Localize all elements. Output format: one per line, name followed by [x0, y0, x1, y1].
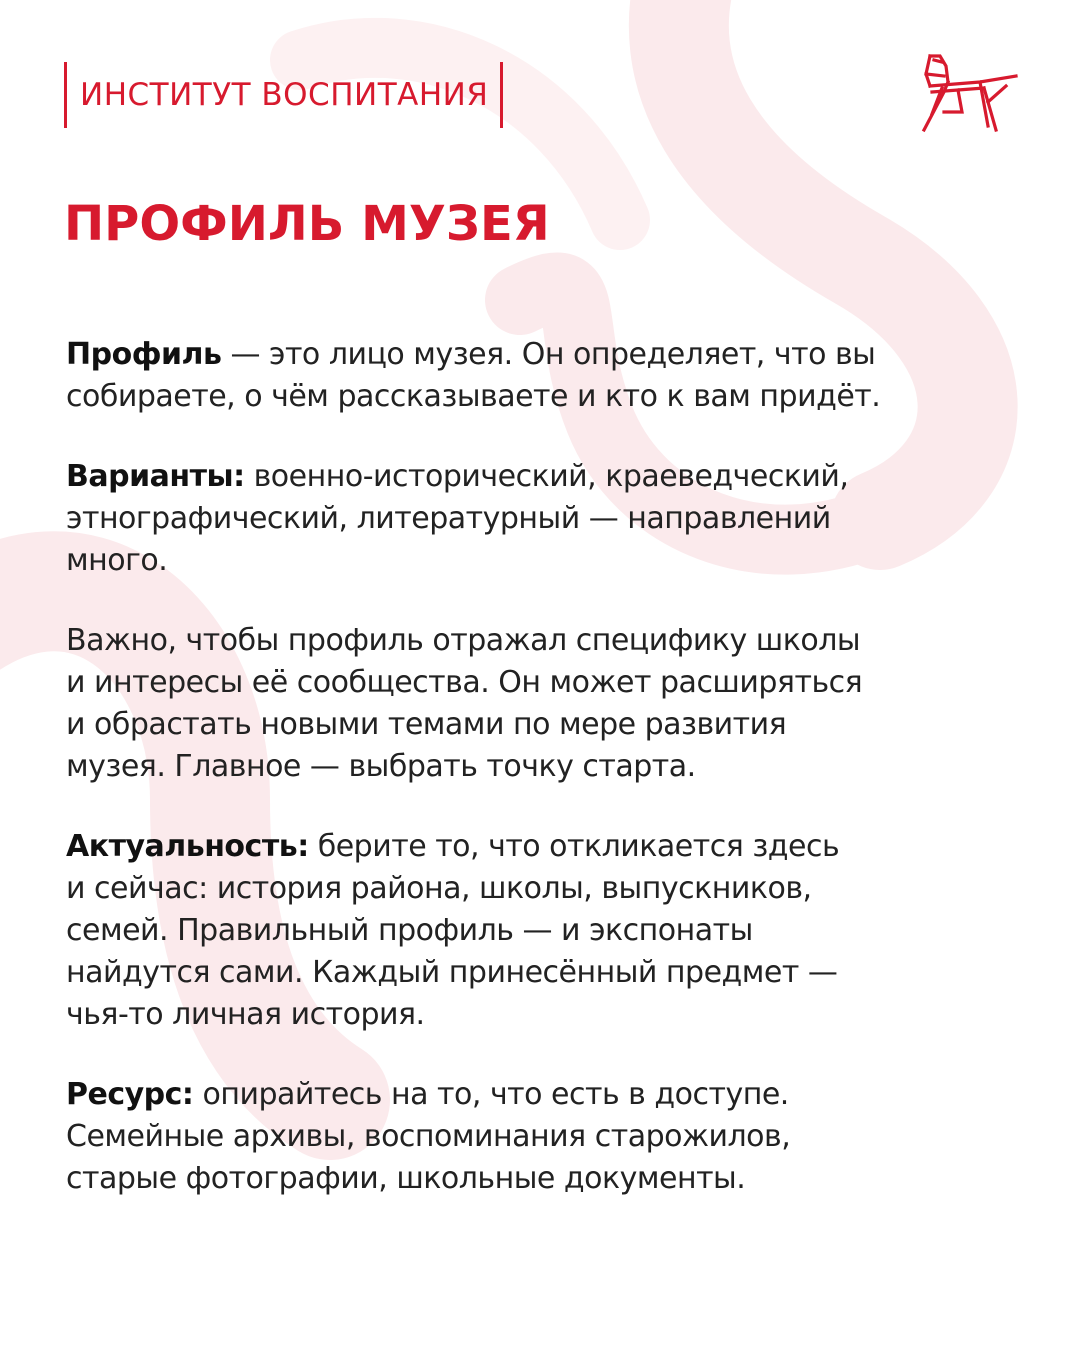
paragraph-variants — [66, 456, 1016, 582]
paragraph-first-line — [66, 826, 1016, 868]
paragraph-line: Важно, чтобы профиль отражал специфику школы — [66, 623, 861, 658]
paragraph-line: старые фотографии, школьные документы. — [66, 1161, 746, 1196]
paragraph-text: опирайтесь на то, что есть в доступе. — [193, 1077, 789, 1112]
paragraph-line: музея. Главное — выбрать точку старта. — [66, 749, 696, 784]
paragraph-line: Семейные архивы, воспоминания старожилов, — [66, 1119, 791, 1154]
paragraph-resource — [66, 1074, 1016, 1200]
paragraph-line: найдутся сами. Каждый принесённый предмет — — [66, 955, 838, 990]
paragraph-first-line — [66, 456, 1016, 498]
header-divider-right — [500, 62, 503, 128]
paragraph-line: семей. Правильный профиль — и экспонаты — [66, 913, 753, 948]
article-body — [66, 334, 1016, 1238]
paragraph-first-line — [66, 334, 1016, 376]
paragraph-label: Варианты: — [66, 459, 245, 494]
paragraph-label: Ресурс: — [66, 1077, 194, 1112]
paragraph-line: и сейчас: история района, школы, выпускников, — [66, 871, 812, 906]
paragraph-relevance — [66, 826, 1016, 1036]
paragraph-first-line — [66, 1074, 1016, 1116]
paragraph-label: Профиль — [66, 337, 222, 372]
organization-header — [64, 62, 503, 128]
paragraph-text: военно-исторический, краеведческий, — [244, 459, 849, 494]
paragraph-profile — [66, 334, 1016, 418]
paragraph-text: берите то, что откликается здесь — [308, 829, 840, 864]
paragraph-line: этнографический, литературный — направлений — [66, 501, 831, 536]
horse-logo-icon — [918, 52, 1018, 134]
paragraph-line: много. — [66, 543, 168, 578]
paragraph-text: — это лицо музея. Он определяет, что вы — [221, 337, 876, 372]
paragraph-line: собираете, о чём рассказываете и кто к вам придёт. — [66, 379, 881, 414]
paragraph-line: чья-то личная история. — [66, 997, 425, 1032]
organization-name: ИНСТИТУТ ВОСПИТАНИЯ — [80, 77, 489, 113]
paragraph-label: Актуальность: — [66, 829, 309, 864]
page-title: ПРОФИЛЬ МУЗЕЯ — [64, 196, 550, 252]
paragraph-importance — [66, 620, 1016, 788]
paragraph-line: и интересы её сообщества. Он может расширяться — [66, 665, 863, 700]
paragraph-line: и обрастать новыми темами по мере развития — [66, 707, 787, 742]
